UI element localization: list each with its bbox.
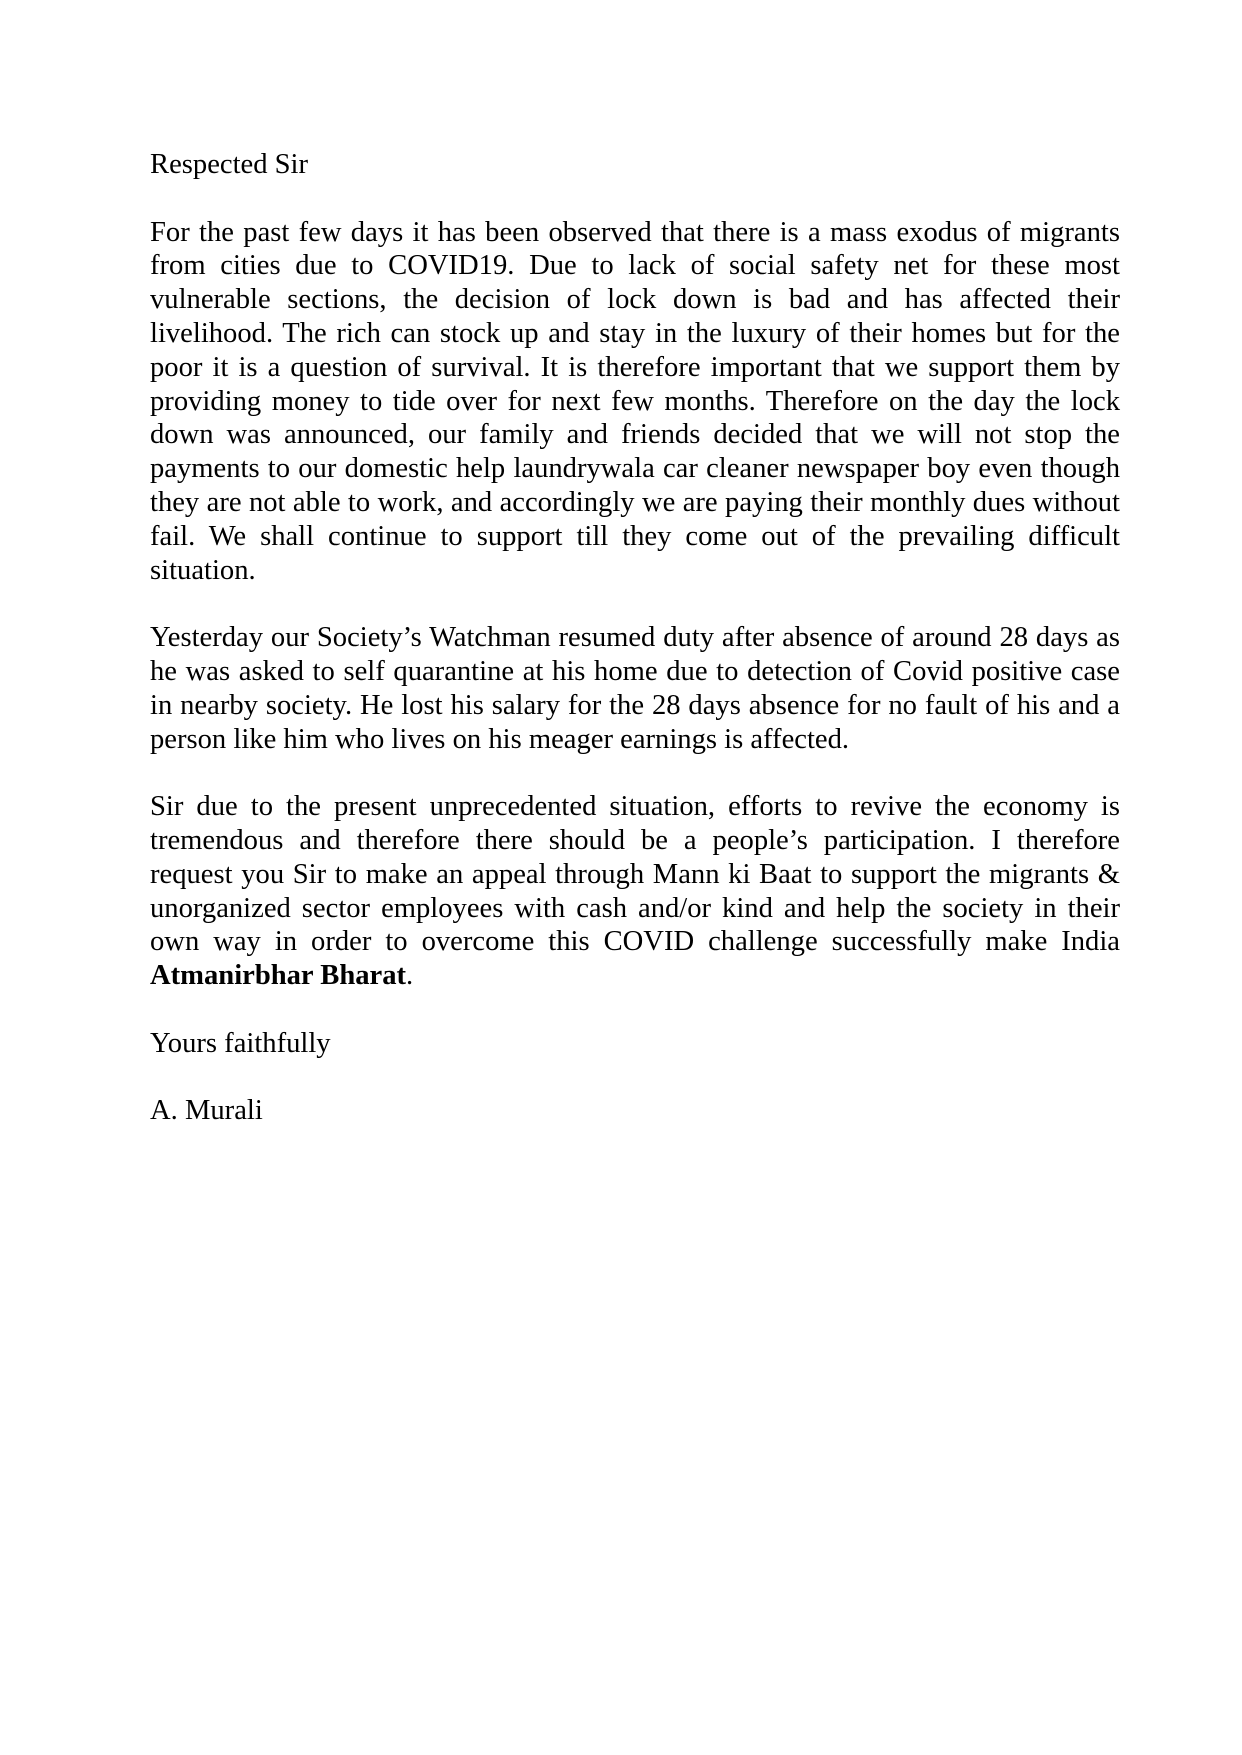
appeal-end: . <box>406 960 414 992</box>
letter <box>150 148 1120 1162</box>
paragraph-migrants-support: For the past few days it has been observed that there is a mass exodus of migrants from cities due to COVID19. Due to lack of social safety net for these most vulnerable sections, the decision of lock down is bad and has affected their livelihood. The rich can stock up and stay in the luxury of their homes but for the poor it is a question of survival. It is therefore important that we support them by providing money to tide over for next few months. Therefore on the day the lock down was announced, our family and friends decided that we will not stop the payments to our domestic help laundrywala car cleaner newspaper boy even though they are not able to work, and accordingly we are paying their monthly dues without fail. We shall continue to support till they come out of the prevailing difficult situation. <box>150 216 1120 586</box>
paragraph-watchman: Yesterday our Society’s Watchman resumed duty after absence of around 28 days as he was asked to self quarantine at his home due to detection of Covid positive case in nearby society. He lost his salary for the 28 days absence for no fault of his and a person like him who lives on his meager earnings is affected. <box>150 622 1120 755</box>
salutation: Respected Sir <box>150 149 309 180</box>
appeal-text: Sir due to the present unprecedented situation, efforts to revive the economy is tremendous and therefore there should be a people’s participation. I therefore request you Sir to make an appeal through Mann ki Baat to support the migrants & unorganized sector employees with cash and/or kind and help the society in their own way in order to overcome this COVID challenge successfully make India <box>150 791 1120 958</box>
signature: A. Murali <box>150 1095 263 1127</box>
atmanirbhar-bharat-emphasis: Atmanirbhar Bharat <box>150 960 407 992</box>
valediction: Yours faithfully <box>150 1027 331 1059</box>
paragraph-appeal <box>150 790 1120 993</box>
